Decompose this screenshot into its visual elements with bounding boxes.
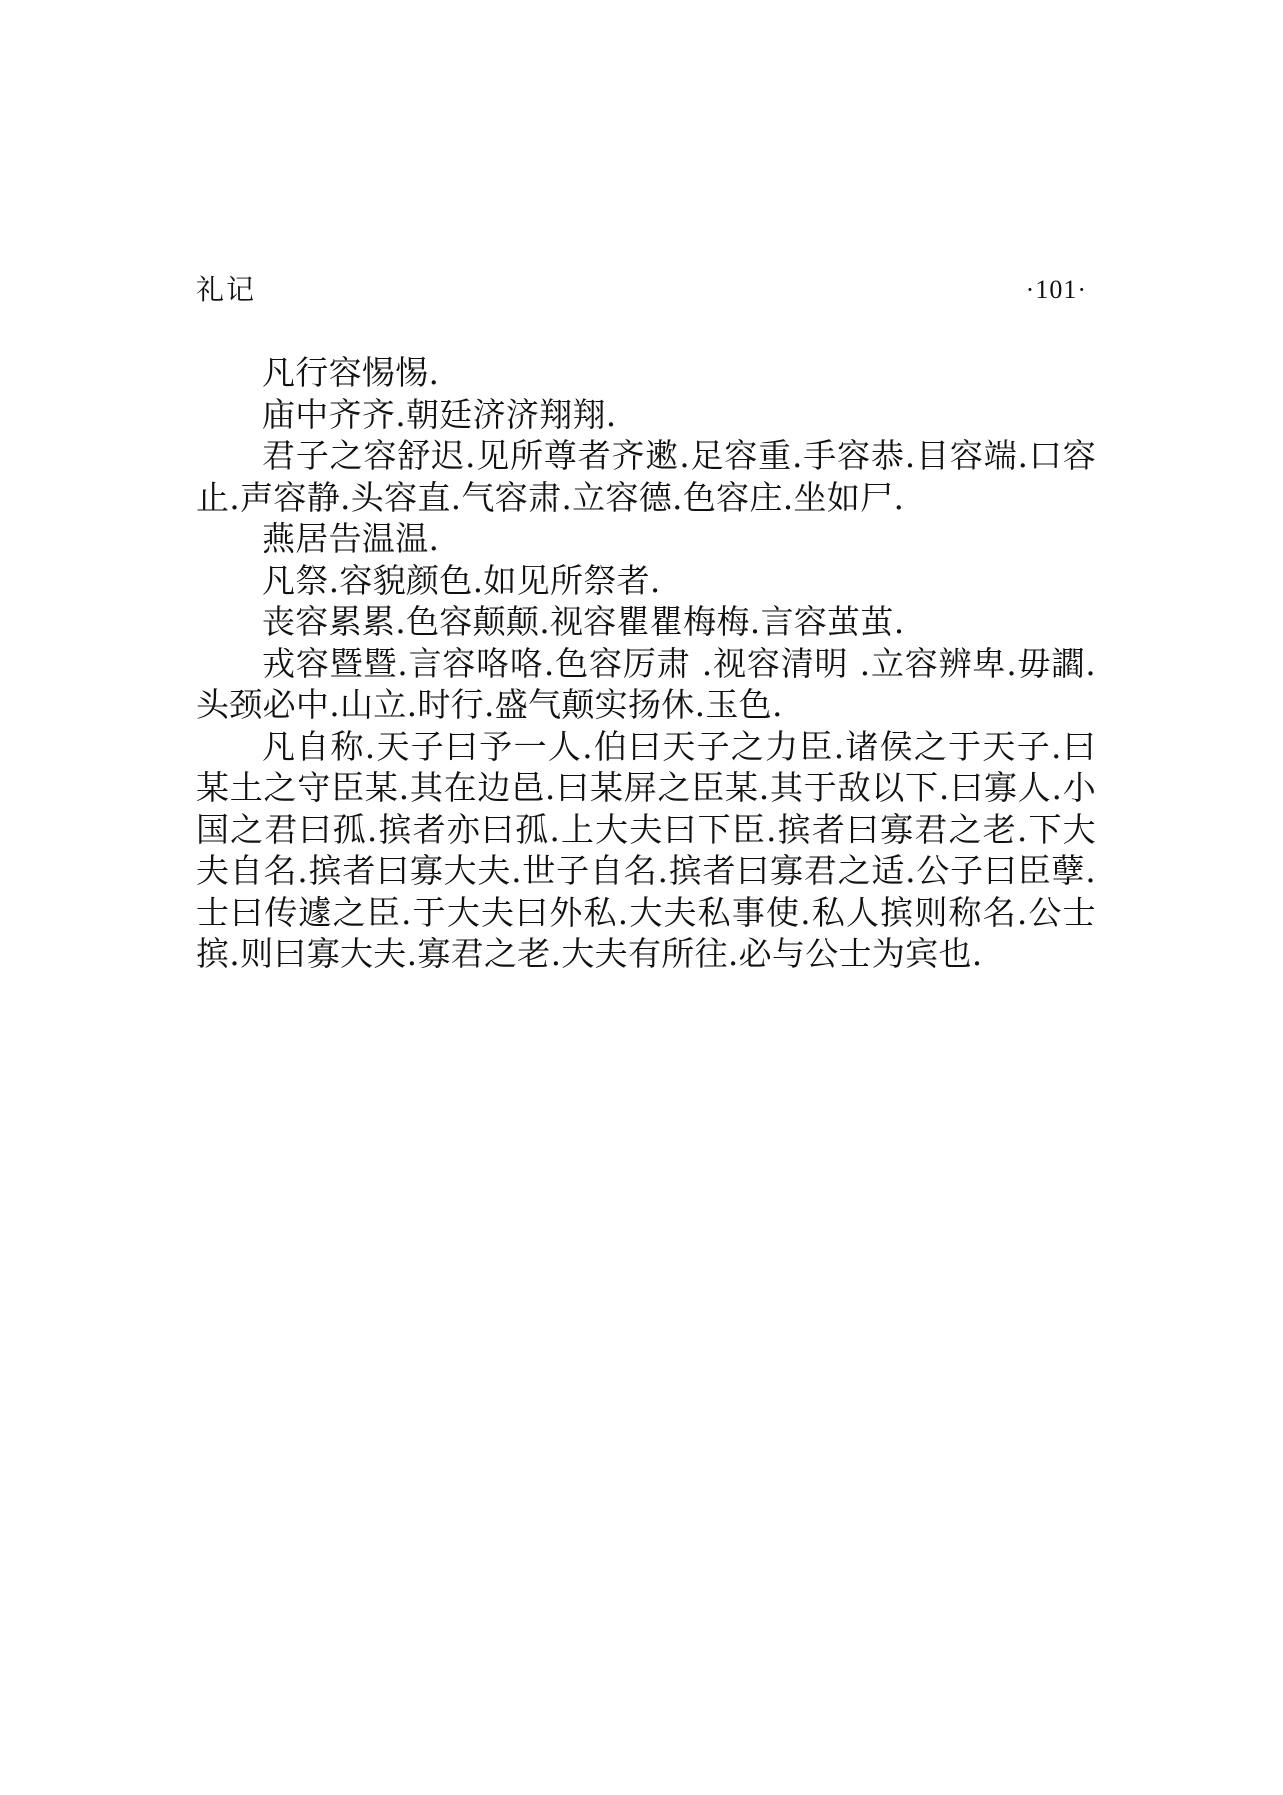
- page-number: ·101·: [1025, 275, 1087, 304]
- paragraph: 凡祭.容貌颜色.如见所祭者.: [262, 560, 661, 600]
- paragraph: 戎容暨暨.言容咯咯.色容厉肃 .视容清明 .立容辨卑.毋讇.头颈必中.山立.时行.盛气颠实扬休.玉色.: [196, 643, 1096, 724]
- paragraph: 凡自称.天子曰予一人.伯曰天子之力臣.诸侯之于天子.曰某土之守臣某.其在边邑.曰某屏之臣某.其于敌以下.曰寡人.小国之君曰孤.摈者亦曰孤.上大夫曰下臣.摈者曰寡君之老.下大夫自名.摈者曰寡大夫.世子自名.摈者曰寡君之适.公子曰臣孽.士曰传遽之臣.于大夫曰外私.大夫私事使.私人摈则称名.公士摈.则曰寡大夫.寡君之老.大夫有所往.必与公士为宾也.: [196, 726, 1096, 973]
- book-title: 礼记: [196, 273, 257, 306]
- paragraph: 丧容累累.色容颠颠.视容瞿瞿梅梅.言容茧茧.: [262, 602, 905, 641]
- running-header: [196, 270, 1087, 310]
- paragraph: 燕居告温温.: [262, 519, 440, 558]
- paragraph: 凡行容惕惕.: [262, 353, 440, 392]
- paragraph: 庙中齐齐.朝廷济济翔翔.: [262, 394, 617, 434]
- paragraph: 君子之容舒迟.见所尊者齐遬.足容重.手容恭.目容端.口容止.声容静.头容直.气容肃.立容德.色容庄.坐如尸.: [196, 436, 1096, 517]
- body-text: [196, 352, 1096, 975]
